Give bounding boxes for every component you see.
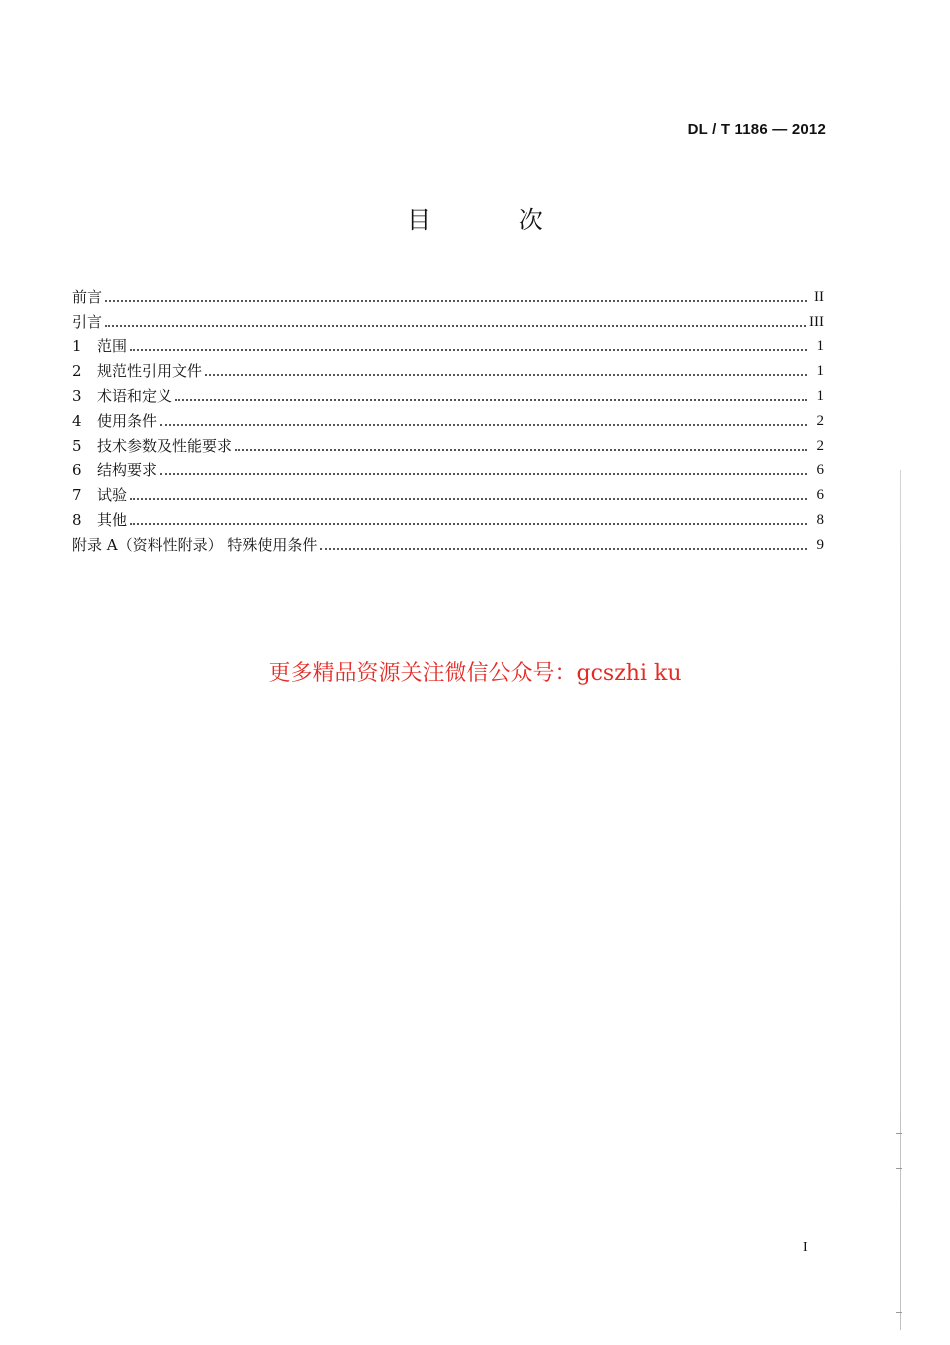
toc-leader xyxy=(160,473,807,475)
toc-leader xyxy=(235,449,807,451)
toc-entry-page: 2 xyxy=(816,412,824,429)
toc-entry-number: 5 xyxy=(72,436,82,455)
toc-entry-label: 技术参数及性能要求 xyxy=(97,436,233,455)
toc-entry-page: 2 xyxy=(816,437,824,454)
toc-entry-service-conditions[interactable] xyxy=(72,405,824,430)
toc-leader xyxy=(105,300,807,302)
table-of-contents xyxy=(72,281,824,554)
toc-entry-structure-requirements[interactable] xyxy=(72,455,824,480)
toc-entry-page: 1 xyxy=(816,338,824,355)
toc-entry-scope[interactable] xyxy=(72,331,824,356)
toc-entry-technical-parameters[interactable] xyxy=(72,430,824,455)
toc-entry-number: 7 xyxy=(72,486,82,505)
scan-edge-mark xyxy=(896,1168,902,1169)
toc-entry-annex-a[interactable] xyxy=(72,529,824,554)
toc-entry-number: 6 xyxy=(72,461,82,480)
toc-entry-page: 6 xyxy=(816,487,824,504)
toc-entry-terms-definitions[interactable] xyxy=(72,380,824,405)
toc-entry-page: III xyxy=(809,313,824,330)
toc-entry-number: 2 xyxy=(72,362,82,381)
toc-entry-page: 1 xyxy=(816,363,824,380)
toc-entry-number: 3 xyxy=(72,386,82,405)
toc-entry-label: 结构要求 xyxy=(97,461,158,480)
toc-entry-foreword[interactable] xyxy=(72,281,824,306)
toc-entry-number: 1 xyxy=(72,337,82,356)
toc-leader xyxy=(130,498,807,500)
toc-entry-label: 试验 xyxy=(97,486,128,505)
toc-leader xyxy=(205,374,807,376)
toc-entry-page: 8 xyxy=(816,511,824,528)
toc-entry-tests[interactable] xyxy=(72,479,824,504)
toc-entry-label: 术语和定义 xyxy=(97,386,173,405)
page-number: I xyxy=(803,1240,808,1255)
promo-watermark-text: 更多精品资源关注微信公众号：gcszhi ku xyxy=(268,661,682,686)
toc-leader xyxy=(175,399,807,401)
scan-edge-mark xyxy=(896,1312,902,1313)
toc-leader xyxy=(130,349,807,351)
toc-entry-label: 其他 xyxy=(97,510,128,529)
toc-entry-others[interactable] xyxy=(72,504,824,529)
scan-edge-line xyxy=(900,470,901,1330)
toc-entry-page: 1 xyxy=(816,387,824,404)
toc-entry-page: II xyxy=(814,288,824,305)
toc-entry-number: 4 xyxy=(72,411,82,430)
toc-entry-introduction[interactable] xyxy=(72,306,824,331)
toc-entry-page: 9 xyxy=(816,536,824,553)
toc-title: 目 次 xyxy=(407,206,583,234)
document-code: DL / T 1186 — 2012 xyxy=(687,121,826,138)
toc-entry-label: 附录 A（资料性附录） 特殊使用条件 xyxy=(72,535,318,554)
toc-entry-normative-references[interactable] xyxy=(72,355,824,380)
toc-leader xyxy=(320,548,807,550)
toc-leader xyxy=(130,523,807,525)
scan-edge-mark xyxy=(896,1133,902,1134)
toc-entry-label: 引言 xyxy=(72,312,103,331)
toc-entry-label: 使用条件 xyxy=(97,411,158,430)
toc-entry-page: 6 xyxy=(816,462,824,479)
toc-entry-label: 范围 xyxy=(97,337,128,356)
toc-entry-label: 规范性引用文件 xyxy=(97,362,203,381)
toc-entry-number: 8 xyxy=(72,510,82,529)
toc-leader xyxy=(160,424,807,426)
toc-leader xyxy=(105,325,806,327)
toc-entry-label: 前言 xyxy=(72,287,103,306)
